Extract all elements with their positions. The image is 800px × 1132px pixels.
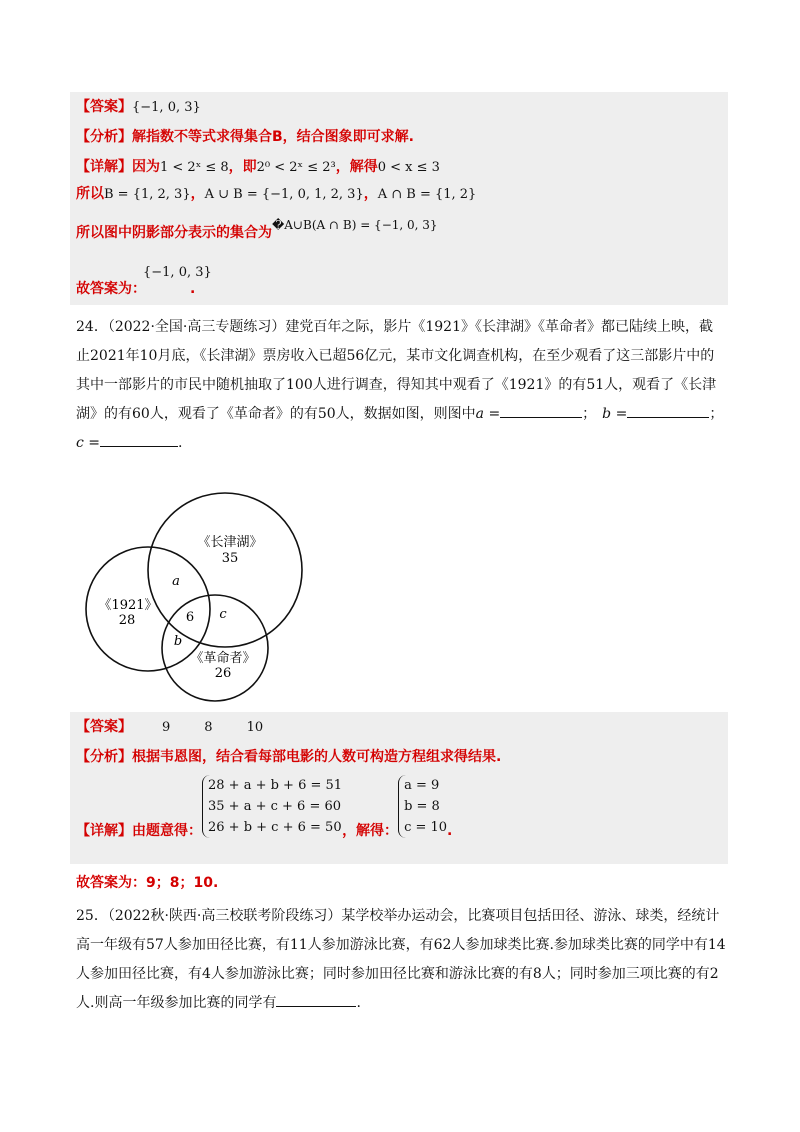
question-text: 湖》的有60人，观看了《革命者》的有50人，数据如图，则图中: [76, 406, 476, 422]
question-24-line-2: 止2021年10月底，《长津湖》票房收入已超56亿元，某市文化调查机构，在至少观看了这三部影片中的: [76, 348, 715, 364]
detail-label: 【详解】: [76, 822, 132, 839]
solution-system: [398, 775, 447, 838]
final-label: 故答案为：: [76, 281, 146, 297]
detail-text: 由题意得：: [132, 822, 202, 839]
inequality: 1 < 2ˣ ≤ 8: [160, 160, 229, 175]
analysis-line-24: [76, 747, 501, 767]
separator: ，: [190, 186, 205, 202]
inequality: 0 < x ≤ 3: [377, 160, 440, 175]
solution-b: b = 8: [404, 799, 440, 814]
answer-value: {−1, 0, 3}: [132, 100, 201, 115]
circle-changjinhu: [148, 493, 302, 647]
question-25-line-2: 高一年级有57人参加田径比赛，有11人参加游泳比赛，有62人参加球类比赛.参加球类比赛的同学中有14: [76, 937, 726, 953]
period: .: [178, 435, 183, 451]
question-text: 建党百年之际，影片《1921》《长津湖》《革命者》都已陆续上映，截: [285, 319, 713, 335]
answer-label: 【答案】: [76, 99, 132, 115]
set-b: B = {1, 2, 3}: [104, 187, 191, 202]
detail-label: 【详解】: [76, 159, 132, 175]
analysis-label: 【分析】: [76, 129, 132, 145]
equation-3: 26 + b + c + 6 = 50: [208, 820, 342, 835]
final-end: .: [190, 281, 196, 297]
solution-end: .: [447, 822, 453, 839]
sep: ；: [582, 406, 597, 422]
final-line-24: [76, 873, 218, 893]
equation-1: 28 + a + b + 6 = 51: [208, 778, 343, 793]
var-b: b =: [602, 406, 628, 422]
detail-text: ，即: [228, 159, 257, 175]
question-text: 人.则高一年级参加比赛的同学有: [76, 995, 277, 1011]
value-gemingzhe: 26: [214, 666, 232, 681]
question-number: 25．: [76, 908, 108, 924]
final-value: 9；8；10.: [146, 875, 219, 891]
intersection-set: A ∩ B = {1, 2}: [377, 187, 477, 202]
label-1921: 《1921》: [98, 598, 158, 613]
detail-text: 因为: [132, 159, 160, 175]
answer-label: 【答案】: [76, 719, 132, 735]
value-changjinhu: 35: [221, 551, 239, 566]
analysis-text: 解指数不等式求得集合B，结合图象即可求解.: [132, 129, 414, 145]
question-25-line-3: 人参加田径比赛，有4人参加游泳比赛；同时参加田径比赛和游泳比赛的有8人；同时参加三项比赛的有2: [76, 966, 719, 982]
detail-line-24: [76, 775, 452, 838]
label-changjinhu: 《长津湖》: [197, 535, 263, 550]
question-text: 某学校举办运动会，比赛项目包括田径、游泳、球类，经统计: [341, 908, 720, 924]
analysis-label: 【分析】: [76, 749, 132, 765]
union-set: A ∪ B = {−1, 0, 1, 2, 3}: [204, 187, 364, 202]
equation-2: 35 + a + c + 6 = 60: [208, 799, 342, 814]
separator: ，: [363, 186, 378, 202]
question-25-line-4: [76, 989, 730, 1018]
sep: ；: [709, 406, 724, 422]
question-source: （2022·全国·高三专题练习）: [107, 319, 286, 335]
region-a: a: [172, 574, 180, 589]
blank-answer[interactable]: [276, 992, 356, 1007]
detail-text: 所以图中阴影部分表示的集合为: [76, 225, 272, 241]
complement-set: �A∪B(A ∩ B) = {−1, 0, 3}: [272, 218, 438, 232]
var-c: c =: [76, 435, 101, 451]
analysis-text: 根据韦恩图，结合看每部电影的人数可构造方程组求得结果.: [132, 749, 502, 765]
question-25-line-1: [76, 902, 730, 931]
detail-text: 所以: [76, 186, 104, 202]
question-source: （2022秋·陕西·高三校联考阶段练习）: [107, 908, 342, 924]
question-25: [76, 902, 730, 1018]
detail-text: ，解得: [335, 159, 378, 175]
answer-b: 8: [204, 720, 213, 735]
question-24-line-3: 其中一部影片的市民中随机抽取了100人进行调查，得知其中观看了《1921》的有51人，观看了《长津: [76, 377, 717, 393]
region-b: b: [173, 634, 183, 649]
answer-a: 9: [162, 720, 171, 735]
inequality: 2⁰ < 2ˣ ≤ 2³: [256, 160, 336, 175]
value-center: 6: [185, 610, 195, 625]
final-label: 故答案为：: [76, 875, 146, 891]
answer-line-24: [76, 717, 263, 738]
question-number: 24．: [76, 319, 108, 335]
final-set: {−1, 0, 3}: [143, 265, 212, 280]
solution-a: a = 9: [404, 778, 440, 793]
period: .: [356, 995, 361, 1011]
solve-text: ，解得：: [342, 822, 399, 839]
value-1921: 28: [118, 613, 136, 628]
answer-c: 10: [246, 720, 264, 735]
region-c: c: [219, 607, 227, 622]
equation-system: [202, 775, 342, 838]
label-gemingzhe: 《革命者》: [190, 651, 256, 666]
solution-c: c = 10: [404, 820, 448, 835]
var-a: a =: [475, 406, 501, 422]
